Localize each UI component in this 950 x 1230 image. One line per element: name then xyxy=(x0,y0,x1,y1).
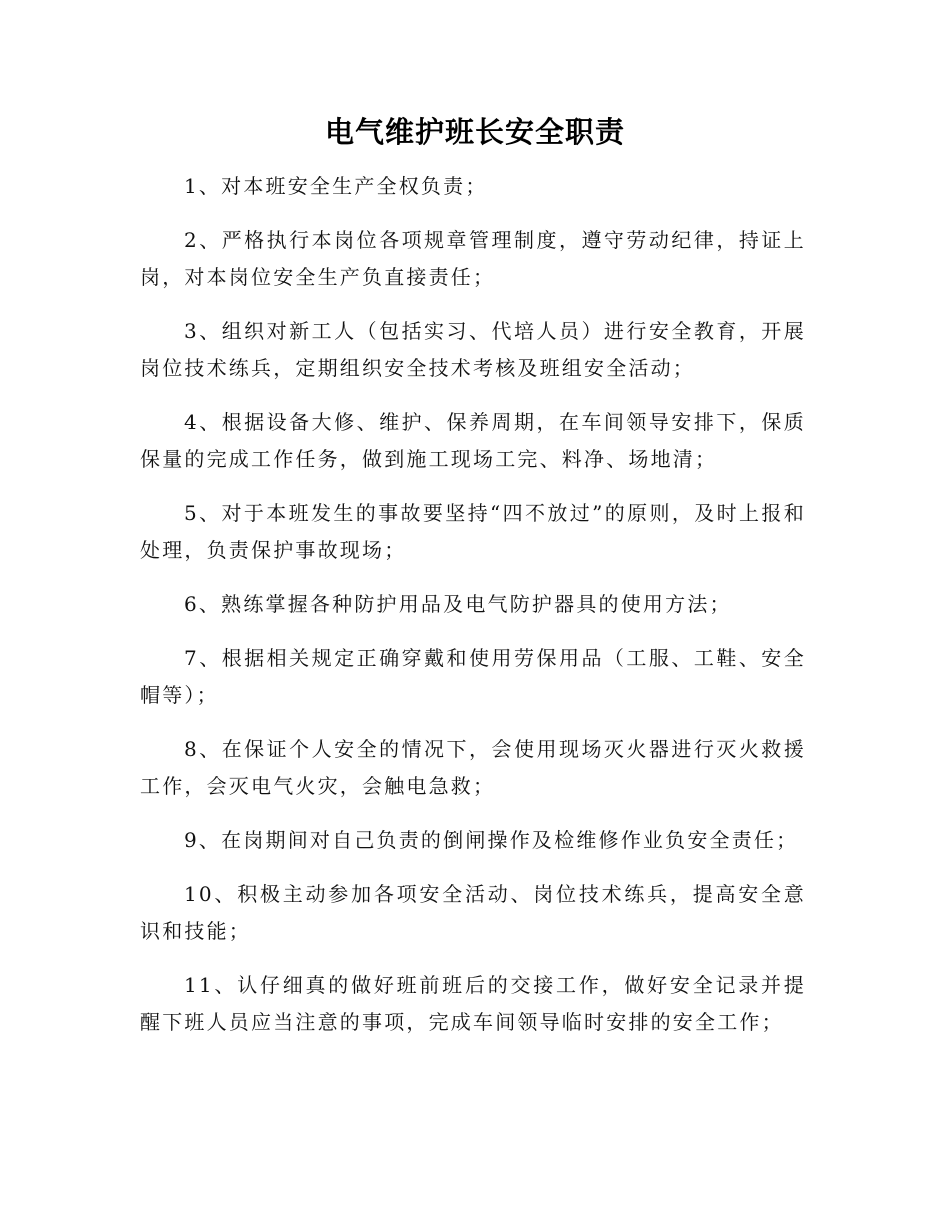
paragraph-6: 6、熟练掌握各种防护用品及电气防护器具的使用方法； xyxy=(184,592,732,616)
document-body xyxy=(140,168,806,1058)
paragraph-3: 3、组织对新工人（包括实习、代培人员）进行安全教育，开展岗位技术练兵，定期组织安全技术考核及班组安全活动； xyxy=(140,319,806,380)
paragraph-1: 1、对本班安全生产全权负责； xyxy=(184,174,488,198)
paragraph-8: 8、在保证个人安全的情况下，会使用现场灭火器进行灭火救援工作，会灭电气火灾，会触电急救； xyxy=(140,737,806,798)
paragraph-7: 7、根据相关规定正确穿戴和使用劳保用品（工服、工鞋、安全帽等）； xyxy=(140,646,806,707)
document-title: 电气维护班长安全职责 xyxy=(324,115,625,149)
paragraph-2: 2、严格执行本岗位各项规章管理制度，遵守劳动纪律，持证上岗，对本岗位安全生产负直接责任； xyxy=(140,228,806,289)
paragraph-5: 5、对于本班发生的事故要坚持“四不放过”的原则，及时上报和处理，负责保护事故现场； xyxy=(140,501,806,562)
paragraph-9: 9、在岗期间对自己负责的倒闸操作及检维修作业负安全责任； xyxy=(184,828,799,852)
paragraph-10: 10、积极主动参加各项安全活动、岗位技术练兵，提高安全意识和技能； xyxy=(140,882,806,943)
paragraph-11: 11、认仔细真的做好班前班后的交接工作，做好安全记录并提醒下班人员应当注意的事项，完成车间领导临时安排的安全工作； xyxy=(140,973,806,1034)
paragraph-4: 4、根据设备大修、维护、保养周期，在车间领导安排下，保质保量的完成工作任务，做到施工现场工完、料净、场地清； xyxy=(140,410,806,471)
